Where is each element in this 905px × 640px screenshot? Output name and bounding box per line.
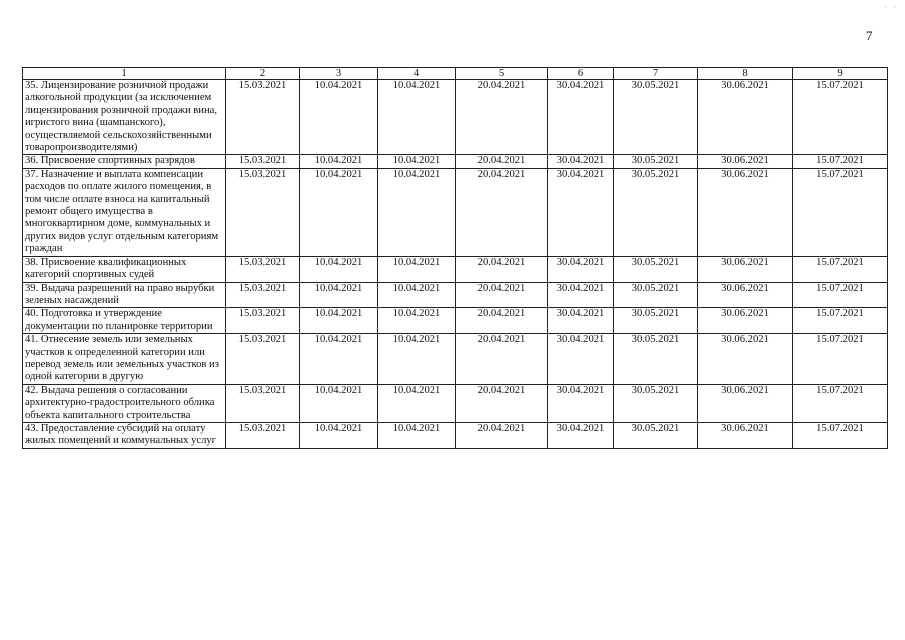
deadline-date-cell: 30.06.2021 <box>698 308 793 334</box>
deadline-date-cell: 30.04.2021 <box>548 334 614 385</box>
table-header-row <box>23 68 888 80</box>
deadline-date-cell: 20.04.2021 <box>456 384 548 422</box>
deadline-date-cell: 30.06.2021 <box>698 384 793 422</box>
deadline-date-cell: 10.04.2021 <box>378 422 456 448</box>
deadline-date-cell: 10.04.2021 <box>378 384 456 422</box>
deadline-date-cell: 15.07.2021 <box>793 80 888 155</box>
deadline-date-cell: 10.04.2021 <box>300 308 378 334</box>
deadline-date-cell: 10.04.2021 <box>378 80 456 155</box>
service-name-cell: 39. Выдача разрешений на право вырубки зеленых насаждений <box>23 282 226 308</box>
deadline-date-cell: 15.03.2021 <box>226 80 300 155</box>
deadline-date-cell: 30.04.2021 <box>548 384 614 422</box>
deadline-date-cell: 15.07.2021 <box>793 282 888 308</box>
deadline-date-cell: 30.05.2021 <box>614 282 698 308</box>
column-header: 5 <box>456 68 548 80</box>
column-header: 2 <box>226 68 300 80</box>
deadline-date-cell: 30.05.2021 <box>614 308 698 334</box>
service-name-cell: 40. Подготовка и утверждение документации по планировке территории <box>23 308 226 334</box>
deadline-date-cell: 30.06.2021 <box>698 256 793 282</box>
table-row <box>23 155 888 168</box>
deadline-date-cell: 30.05.2021 <box>614 80 698 155</box>
table-row <box>23 282 888 308</box>
service-name-cell: 41. Отнесение земель или земельных участков к определенной категории или перевод земель или земельных участков из одной категории в другую <box>23 334 226 385</box>
deadline-date-cell: 15.03.2021 <box>226 256 300 282</box>
deadline-date-cell: 15.07.2021 <box>793 308 888 334</box>
deadline-date-cell: 30.05.2021 <box>614 384 698 422</box>
deadline-date-cell: 10.04.2021 <box>378 256 456 282</box>
deadline-date-cell: 30.06.2021 <box>698 155 793 168</box>
deadline-date-cell: 30.06.2021 <box>698 334 793 385</box>
deadline-date-cell: 30.05.2021 <box>614 155 698 168</box>
service-name-cell: 37. Назначение и выплата компенсации расходов по оплате жилого помещения, в том числе оплате взноса на капитальный ремонт общего имущества в многоквартирном доме, коммунальных и других видов услуг отдельным категориям граждан <box>23 168 226 256</box>
deadline-date-cell: 10.04.2021 <box>300 422 378 448</box>
deadline-date-cell: 15.07.2021 <box>793 168 888 256</box>
schedule-table <box>22 67 888 449</box>
column-header: 8 <box>698 68 793 80</box>
table-row <box>23 80 888 155</box>
deadline-date-cell: 20.04.2021 <box>456 334 548 385</box>
deadline-date-cell: 15.03.2021 <box>226 384 300 422</box>
service-name-cell: 38. Присвоение квалификационных категорий спортивных судей <box>23 256 226 282</box>
deadline-date-cell: 30.06.2021 <box>698 282 793 308</box>
column-header: 7 <box>614 68 698 80</box>
deadline-date-cell: 30.05.2021 <box>614 334 698 385</box>
deadline-date-cell: 20.04.2021 <box>456 422 548 448</box>
deadline-date-cell: 30.05.2021 <box>614 256 698 282</box>
deadline-date-cell: 30.04.2021 <box>548 422 614 448</box>
deadline-date-cell: 15.07.2021 <box>793 256 888 282</box>
deadline-date-cell: 20.04.2021 <box>456 168 548 256</box>
deadline-date-cell: 10.04.2021 <box>300 80 378 155</box>
deadline-date-cell: 10.04.2021 <box>378 334 456 385</box>
service-name-cell: 36. Присвоение спортивных разрядов <box>23 155 226 168</box>
deadline-date-cell: 15.07.2021 <box>793 334 888 385</box>
deadline-date-cell: 20.04.2021 <box>456 256 548 282</box>
deadline-date-cell: 15.03.2021 <box>226 155 300 168</box>
scan-artifact-marks: · · <box>884 2 899 12</box>
deadline-date-cell: 10.04.2021 <box>300 384 378 422</box>
column-header: 3 <box>300 68 378 80</box>
deadline-date-cell: 10.04.2021 <box>378 282 456 308</box>
deadline-date-cell: 30.04.2021 <box>548 256 614 282</box>
deadline-date-cell: 30.05.2021 <box>614 168 698 256</box>
deadline-date-cell: 10.04.2021 <box>300 334 378 385</box>
deadline-date-cell: 10.04.2021 <box>300 155 378 168</box>
deadline-date-cell: 20.04.2021 <box>456 308 548 334</box>
column-header: 6 <box>548 68 614 80</box>
column-header: 4 <box>378 68 456 80</box>
deadline-date-cell: 30.06.2021 <box>698 80 793 155</box>
deadline-date-cell: 30.04.2021 <box>548 80 614 155</box>
deadline-date-cell: 10.04.2021 <box>300 256 378 282</box>
deadline-date-cell: 30.06.2021 <box>698 168 793 256</box>
deadline-date-cell: 10.04.2021 <box>300 168 378 256</box>
table-row <box>23 308 888 334</box>
table-row <box>23 256 888 282</box>
deadline-date-cell: 15.07.2021 <box>793 422 888 448</box>
deadline-date-cell: 10.04.2021 <box>378 168 456 256</box>
deadline-date-cell: 20.04.2021 <box>456 282 548 308</box>
deadline-date-cell: 30.06.2021 <box>698 422 793 448</box>
deadline-date-cell: 15.03.2021 <box>226 334 300 385</box>
column-header: 1 <box>23 68 226 80</box>
deadline-date-cell: 10.04.2021 <box>300 282 378 308</box>
deadline-date-cell: 30.04.2021 <box>548 168 614 256</box>
deadline-date-cell: 15.03.2021 <box>226 168 300 256</box>
table-row <box>23 168 888 256</box>
deadline-date-cell: 10.04.2021 <box>378 155 456 168</box>
deadline-date-cell: 20.04.2021 <box>456 155 548 168</box>
page-number: 7 <box>866 28 873 43</box>
column-header: 9 <box>793 68 888 80</box>
deadline-date-cell: 15.03.2021 <box>226 282 300 308</box>
deadline-date-cell: 15.03.2021 <box>226 308 300 334</box>
deadline-date-cell: 10.04.2021 <box>378 308 456 334</box>
deadline-date-cell: 30.04.2021 <box>548 155 614 168</box>
service-name-cell: 35. Лицензирование розничной продажи алкогольной продукции (за исключением лицензирования розничной продажи вина, игристого вина (шампанского), осуществляемой сельскохозяйственными товаропроизводителями) <box>23 80 226 155</box>
deadline-date-cell: 15.03.2021 <box>226 422 300 448</box>
table-row <box>23 334 888 385</box>
deadline-date-cell: 30.05.2021 <box>614 422 698 448</box>
deadline-date-cell: 30.04.2021 <box>548 308 614 334</box>
table-row <box>23 422 888 448</box>
deadline-date-cell: 20.04.2021 <box>456 80 548 155</box>
service-name-cell: 42. Выдача решения о согласовании архитектурно-градостроительного облика объекта капитального строительства <box>23 384 226 422</box>
deadline-date-cell: 15.07.2021 <box>793 155 888 168</box>
table-row <box>23 384 888 422</box>
service-name-cell: 43. Предоставление субсидий на оплату жилых помещений и коммунальных услуг <box>23 422 226 448</box>
deadline-date-cell: 30.04.2021 <box>548 282 614 308</box>
deadline-date-cell: 15.07.2021 <box>793 384 888 422</box>
